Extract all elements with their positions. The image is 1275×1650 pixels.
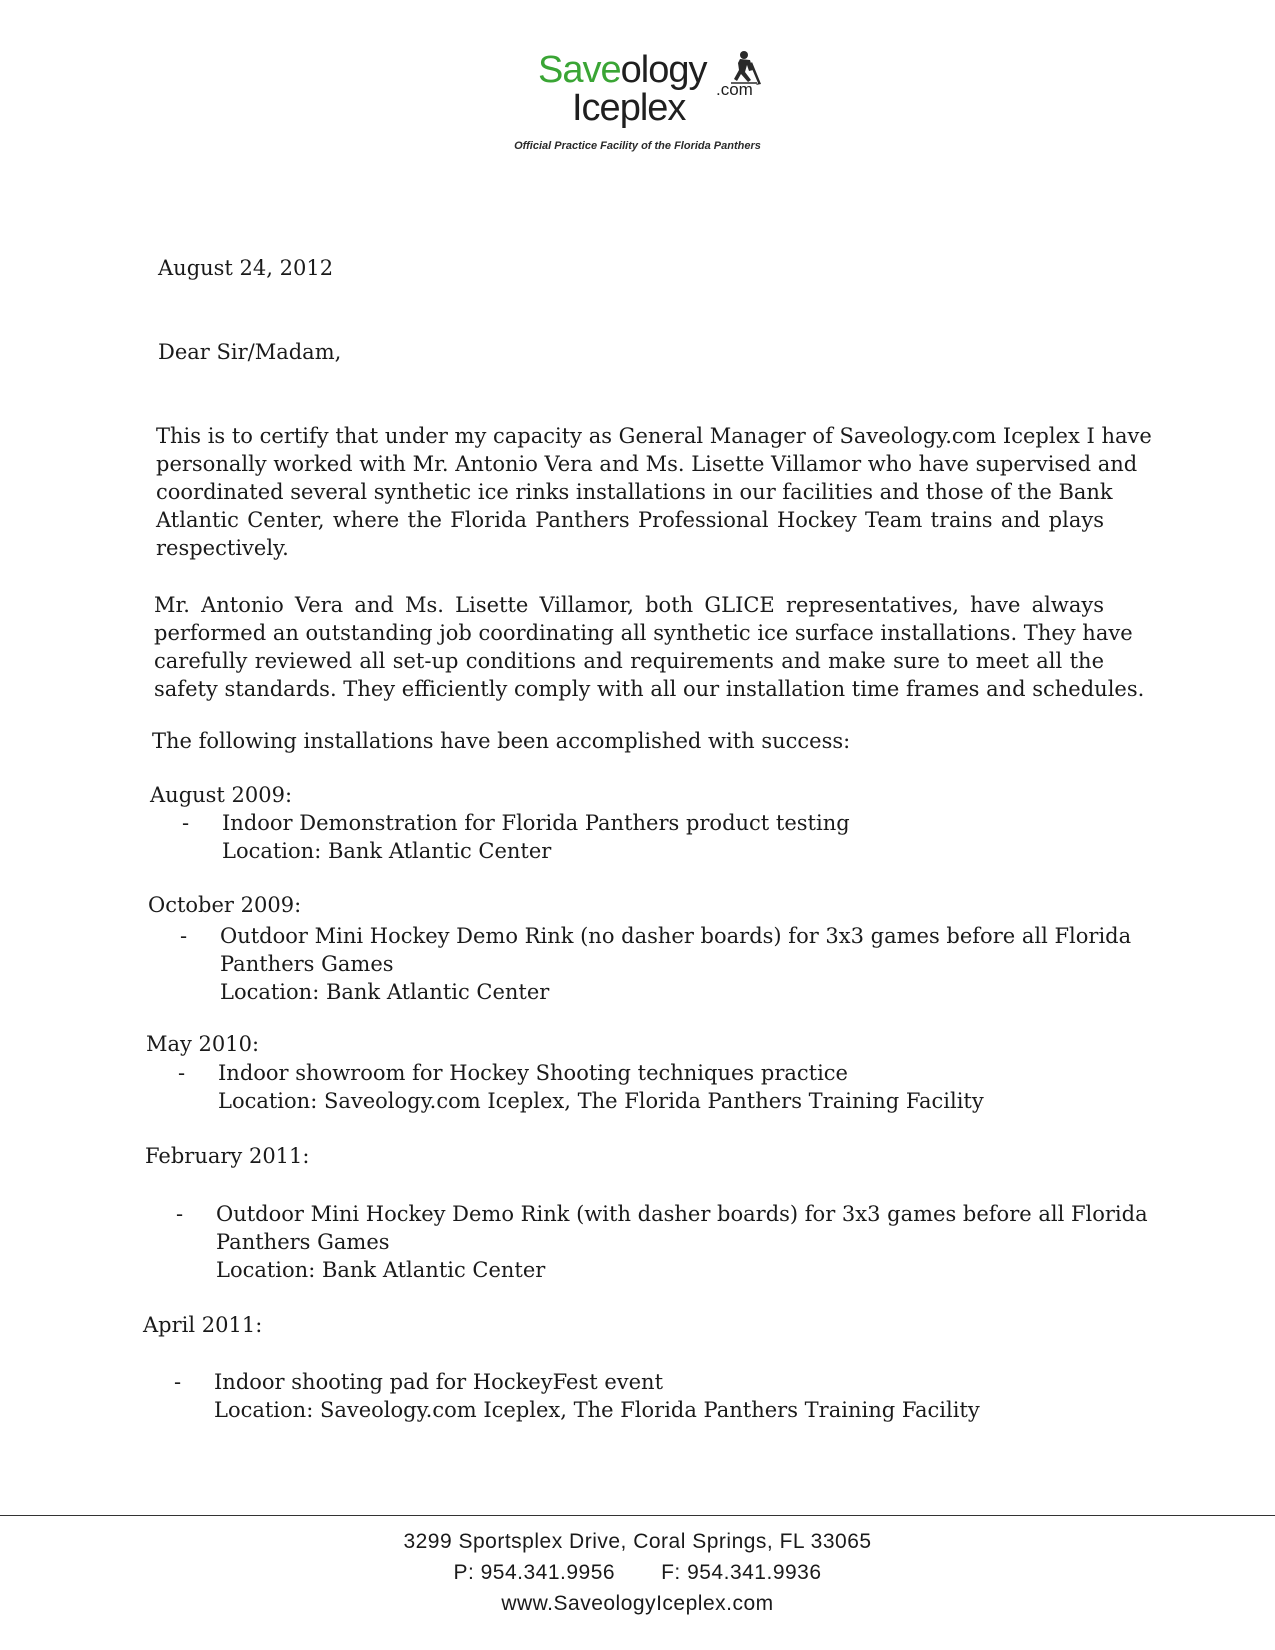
paragraph-line: This is to certify that under my capacity as General Manager of Saveology.com Iceplex I have xyxy=(156,424,1152,448)
footer-fax: F: 954.341.9936 xyxy=(661,1561,822,1584)
list-bullet: - xyxy=(174,1370,182,1394)
list-bullet: - xyxy=(182,811,190,835)
installation-description: Panthers Games xyxy=(220,952,394,976)
paragraph-line: Atlantic Center, where the Florida Panthers Professional Hockey Team trains and plays xyxy=(156,508,1104,532)
footer-contact xyxy=(0,1561,1275,1585)
logo-save-text: Save xyxy=(538,49,621,91)
list-bullet: - xyxy=(176,1202,184,1226)
installation-description: Outdoor Mini Hockey Demo Rink (with dasher boards) for 3x3 games before all Florida xyxy=(216,1202,1148,1226)
installation-description: Indoor shooting pad for HockeyFest event xyxy=(214,1370,664,1394)
saveology-iceplex-logo xyxy=(538,50,768,145)
paragraph-line: safety standards. They efficiently comply with all our installation time frames and schedules. xyxy=(154,677,1145,701)
paragraph-line: respectively. xyxy=(156,536,289,560)
paragraph-line: carefully reviewed all set-up conditions and requirements and make sure to meet all the xyxy=(154,649,1104,673)
letterhead-tagline: Official Practice Facility of the Florida Panthers xyxy=(514,140,761,152)
list-bullet: - xyxy=(180,924,188,948)
paragraph-line: personally worked with Mr. Antonio Vera and Ms. Lisette Villamor who have supervised and xyxy=(156,452,1138,476)
installation-location: Location: Bank Atlantic Center xyxy=(222,839,552,863)
installation-date: May 2010: xyxy=(146,1032,260,1056)
installation-description: Outdoor Mini Hockey Demo Rink (no dasher boards) for 3x3 games before all Florida xyxy=(220,924,1132,948)
footer-divider xyxy=(0,1515,1275,1516)
logo-ology-text: ology xyxy=(620,49,707,91)
list-bullet: - xyxy=(178,1061,186,1085)
hockey-player-icon xyxy=(723,50,763,88)
installation-date: April 2011: xyxy=(143,1313,263,1337)
installation-location: Location: Saveology.com Iceplex, The Florida Panthers Training Facility xyxy=(214,1398,980,1422)
installation-description: Panthers Games xyxy=(216,1230,390,1254)
paragraph-line: Mr. Antonio Vera and Ms. Lisette Villamor, both GLICE representatives, have always xyxy=(154,593,1104,617)
letter-date: August 24, 2012 xyxy=(158,256,334,280)
installation-date: February 2011: xyxy=(145,1144,310,1168)
installation-description: Indoor showroom for Hockey Shooting techniques practice xyxy=(218,1061,848,1085)
footer-address: 3299 Sportsplex Drive, Coral Springs, FL 33065 xyxy=(403,1530,872,1553)
logo-iceplex-text: Iceplex xyxy=(572,87,686,129)
footer-phone: P: 954.341.9956 xyxy=(453,1561,616,1584)
installation-description: Indoor Demonstration for Florida Panthers product testing xyxy=(222,811,850,835)
installation-date: August 2009: xyxy=(150,783,293,807)
installation-location: Location: Bank Atlantic Center xyxy=(220,980,550,1004)
paragraph-line: performed an outstanding job coordinating all synthetic ice surface installations. They have xyxy=(154,621,1133,645)
letterhead xyxy=(0,40,1275,160)
footer-website[interactable]: www.SaveologyIceplex.com xyxy=(501,1592,774,1615)
logo-com-text: .com xyxy=(716,80,753,99)
logo-wordmark xyxy=(538,50,706,90)
installation-date: October 2009: xyxy=(148,893,302,917)
salutation: Dear Sir/Madam, xyxy=(158,340,342,364)
paragraph-certification xyxy=(156,422,1152,562)
installation-location: Location: Saveology.com Iceplex, The Florida Panthers Training Facility xyxy=(218,1089,984,1113)
paragraph-line: coordinated several synthetic ice rinks installations in our facilities and those of the Bank xyxy=(156,480,1113,504)
installation-location: Location: Bank Atlantic Center xyxy=(216,1258,546,1282)
installations-intro: The following installations have been accomplished with success: xyxy=(152,729,851,753)
paragraph-performance xyxy=(154,591,1145,703)
